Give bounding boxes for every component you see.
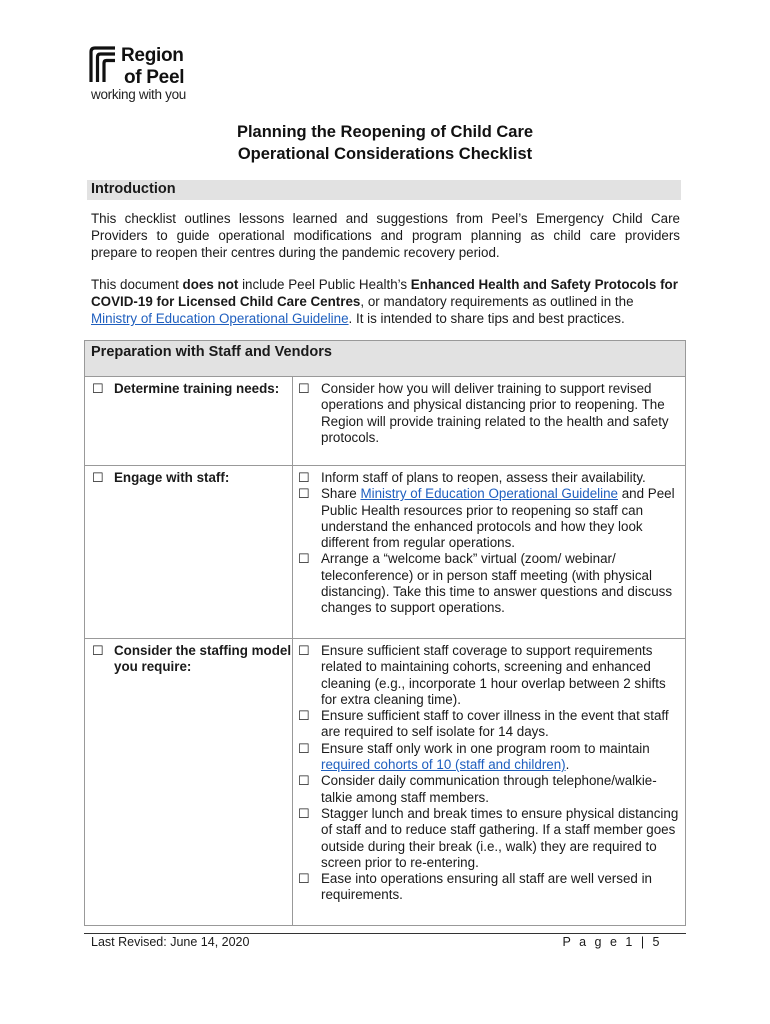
checkbox[interactable]: ☐ bbox=[298, 773, 310, 789]
logo-wordmark bbox=[121, 45, 184, 89]
checkbox[interactable]: ☐ bbox=[298, 470, 310, 485]
table-row bbox=[85, 639, 686, 926]
region-of-peel-logo bbox=[89, 45, 219, 105]
checkbox[interactable]: ☐ bbox=[92, 643, 104, 658]
ministry-guideline-link[interactable]: Ministry of Education Operational Guideline bbox=[91, 311, 349, 326]
checkbox[interactable]: ☐ bbox=[298, 740, 310, 756]
region-of-peel-logo-mark-icon bbox=[89, 46, 117, 82]
intro-p1-line: prepare to reopen their centres during the pandemic recovery period. bbox=[91, 245, 500, 260]
intro-paragraph-1 bbox=[91, 210, 680, 261]
checklist-item: Ease into operations ensuring all staff are well versed in requirements. bbox=[321, 871, 652, 903]
checklist-item: Ensure sufficient staff coverage to support requirements related to maintaining cohorts, screening and enhanced cleaning (e.g., incorporate 1 hour overlap between 2 shifts for extra cleaning time). bbox=[321, 643, 666, 707]
row-items-cell bbox=[293, 639, 686, 926]
checkbox[interactable]: ☐ bbox=[298, 708, 310, 724]
logo-line2: of Peel bbox=[124, 67, 185, 88]
p2-text-a: This document bbox=[91, 277, 183, 292]
checkbox[interactable]: ☐ bbox=[298, 643, 310, 658]
checklist-item bbox=[312, 741, 679, 774]
checklist-item: Consider how you will deliver training to support revised operations and physical distancing prior to reopening. The Region will provide training related to the health and safety protocols. bbox=[321, 381, 669, 445]
introduction-heading: Introduction bbox=[91, 181, 176, 197]
row-label: Consider the staffing model you require: bbox=[114, 643, 292, 675]
cohort-text-a: Ensure staff only work in one program room to maintain bbox=[321, 740, 650, 756]
introduction-heading-bar bbox=[87, 180, 681, 200]
p2-protocols-title: Enhanced Health and Safety Protocols for COVID-19 for Licensed Child Care Centres bbox=[91, 277, 678, 309]
checkbox[interactable]: ☐ bbox=[298, 871, 310, 887]
share-text-b: and Peel Public Health resources prior to reopening so staff can understand the enhanced protocols and how they look different from regular operations. bbox=[321, 486, 675, 551]
page-number: P a g e 1 | 5 bbox=[562, 935, 662, 949]
intro-paragraph-2 bbox=[91, 276, 680, 327]
cohort-text-b: . bbox=[565, 757, 570, 773]
p2-does-not: does not bbox=[182, 277, 239, 292]
document-title bbox=[0, 121, 770, 165]
footer-divider bbox=[84, 933, 686, 934]
table-heading: Preparation with Staff and Vendors bbox=[85, 341, 686, 377]
row-items-cell bbox=[293, 377, 686, 466]
p2-text-e: , or mandatory requirements as outlined in the bbox=[360, 294, 634, 309]
p2-text-c: include Peel Public Health’s bbox=[238, 277, 411, 292]
checklist-item: Ensure sufficient staff to cover illness in the event that staff are required to self isolate for 14 days. bbox=[321, 708, 669, 740]
row-items-cell bbox=[293, 466, 686, 639]
row-label-cell bbox=[85, 377, 293, 466]
share-text-a: Share bbox=[321, 486, 361, 502]
intro-p1-line: Providers to guide operational modifications and program planning as child care providers bbox=[91, 228, 680, 243]
table-row bbox=[85, 466, 686, 639]
p2-text-f: . It is intended to share tips and best practices. bbox=[348, 311, 625, 326]
ministry-guideline-link[interactable]: Ministry of Education Operational Guideline bbox=[360, 486, 618, 502]
row-label-cell bbox=[85, 466, 293, 639]
checkbox[interactable]: ☐ bbox=[92, 470, 104, 485]
checkbox[interactable]: ☐ bbox=[298, 551, 310, 567]
table-row bbox=[85, 377, 686, 466]
checkbox[interactable]: ☐ bbox=[298, 805, 310, 821]
checklist-item: Consider daily communication through telephone/walkie-talkie among staff members. bbox=[321, 773, 657, 805]
checklist-item bbox=[312, 486, 679, 551]
last-revised: Last Revised: June 14, 2020 bbox=[91, 935, 250, 949]
row-label-cell bbox=[85, 639, 293, 926]
title-line1: Planning the Reopening of Child Care bbox=[236, 123, 534, 141]
checklist-item: Inform staff of plans to reopen, assess their availability. bbox=[321, 470, 646, 485]
logo-tagline: working with you bbox=[91, 87, 186, 102]
row-label: Engage with staff: bbox=[114, 470, 230, 485]
row-label: Determine training needs: bbox=[114, 381, 280, 396]
checkbox[interactable]: ☐ bbox=[298, 486, 310, 502]
checkbox[interactable]: ☐ bbox=[298, 381, 310, 396]
checklist-table bbox=[84, 340, 686, 926]
checkbox[interactable]: ☐ bbox=[92, 381, 104, 396]
logo-line1: Region bbox=[121, 45, 184, 66]
checklist-item: Stagger lunch and break times to ensure physical distancing of staff and to reduce staff gathering. If a staff member goes outside during their break (i.e., walk) they are required to screen prior to re-entering. bbox=[321, 805, 679, 870]
title-line2: Operational Considerations Checklist bbox=[237, 145, 533, 163]
checklist-item: Arrange a “welcome back” virtual (zoom/ webinar/ teleconference) or in person staff meeting (with physical distancing). Take this time to answer questions and discuss changes to support operations. bbox=[321, 551, 673, 616]
intro-p1-line: This checklist outlines lessons learned and suggestions from Peel’s Emergency Child Care bbox=[91, 211, 680, 226]
required-cohorts-link[interactable]: required cohorts of 10 (staff and children) bbox=[321, 757, 566, 773]
